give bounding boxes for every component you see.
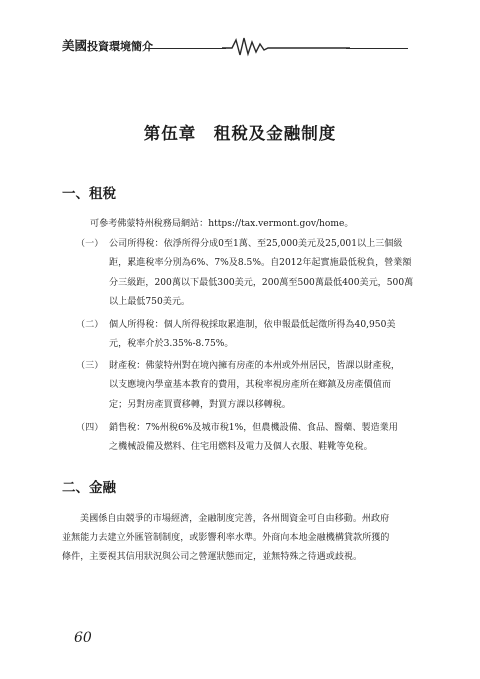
section-heading-tax: 一、租稅 (62, 186, 116, 202)
chapter-title: 第伍章 租稅及金融制度 (143, 124, 337, 143)
section-heading-finance: 二、金融 (62, 480, 116, 496)
tax-item-1-line: 以上最低750美元。 (109, 297, 191, 308)
tax-item-2-line: 元，稅率介於3.35%-8.75%。 (109, 339, 234, 350)
tax-item-3-number: （三） (76, 361, 104, 371)
header-title-subtitle: 投資環境簡介 (87, 40, 154, 53)
tax-item-2-number: （二） (76, 320, 104, 330)
tax-item-4-line: 之機械設備及燃料、住宅用燃料及電力及個人衣服、鞋靴等免稅。 (109, 442, 373, 453)
tax-item-1-line: 分三級距，200萬以下最低300美元，200萬至500萬最低400美元，500萬 (109, 277, 414, 288)
header-title (62, 36, 153, 54)
finance-paragraph-line: 美國係自由競爭的市場經濟，金融制度完善，各州間資金可自由移動。州政府 (80, 514, 390, 524)
tax-item-3 (76, 357, 400, 415)
tax-item-2-line: 個人所得稅：個人所得稅採取累進制，依申報最低起徵所得為40,950美 (109, 320, 396, 330)
tax-item-3-line: 財產稅：佛蒙特州對在境內擁有房產的本州或外州居民，皆課以財產稅， (109, 361, 401, 371)
header-rule-right (346, 48, 408, 49)
page-number: 60 (74, 630, 92, 646)
finance-paragraph-line: 並無能力去建立外匯管制制度，或影響利率水準。外商向本地金融機構貸款所獲的 (62, 533, 390, 543)
tax-item-1-number: （一） (76, 239, 104, 249)
tax-item-2 (76, 316, 395, 355)
tax-item-3-line: 定；另對房產買賣移轉，對買方課以移轉稅。 (109, 399, 291, 410)
running-header (62, 36, 422, 60)
tax-item-4-line: 銷售稅：7%州稅6%及城市稅1%，但農機設備、食品、醫藥、製造業用 (109, 423, 398, 433)
header-rule-left (146, 48, 226, 49)
finance-paragraph-line: 條件，主要視其信用狀況與公司之營運狀態而定，並無特殊之待遇或歧視。 (62, 552, 363, 562)
tax-item-4 (76, 419, 398, 458)
tax-item-1 (76, 235, 413, 313)
tax-item-3-line: 以支應境內學童基本教育的費用，其稅率視房產所在鄉鎮及房產價值而 (109, 380, 391, 391)
header-wave-ornament (222, 36, 350, 58)
tax-intro: 可參考佛蒙特州稅務局網站：https://tax.vermont.gov/home。 (90, 219, 354, 229)
tax-item-4-number: （四） (76, 423, 104, 433)
tax-item-1-line: 公司所得稅：依淨所得分成0至1萬、至25,000美元及25,001以上三個級 (109, 239, 403, 249)
header-title-country: 美國 (62, 38, 88, 53)
tax-item-1-line: 距，累進稅率分別為6%、7%及8.5%。自2012年起實施最低稅負，營業額 (109, 258, 412, 269)
